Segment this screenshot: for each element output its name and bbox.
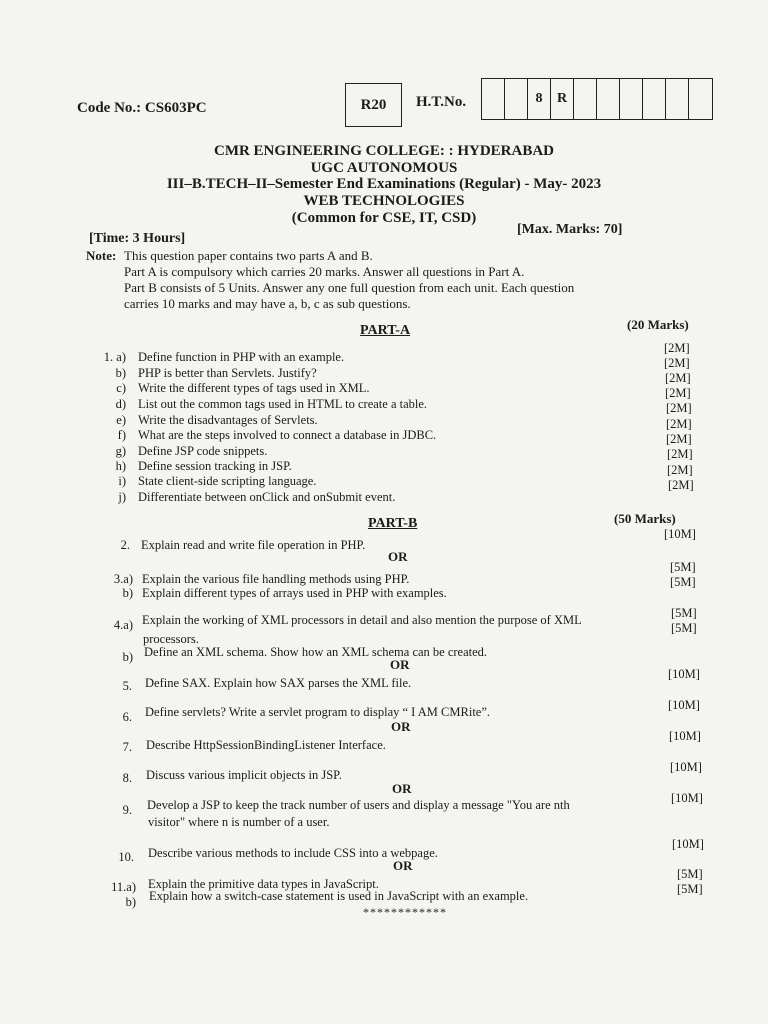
question-marks: [2M] [664,341,690,355]
ht-cell [482,79,505,119]
question-number: 2. [120,538,130,552]
question-text: List out the common tags used in HTML to create a table. [138,397,428,411]
or-divider: OR [390,657,410,672]
part-b-title: PART-B [368,516,418,531]
question-marks: [2M] [667,447,693,461]
question-marks: [10M] [664,527,696,541]
question-text: State client-side scripting language. [138,474,317,488]
code-number: Code No.: CS603PC [77,100,207,116]
ht-cell [666,79,689,119]
question-marks: [10M] [668,698,700,712]
question-text: Explain different types of arrays used in PHP with examples. [142,586,447,600]
question-marks: [10M] [668,667,700,681]
hall-ticket-label: H.T.No. [416,94,467,110]
regulation-box: R20 [345,83,402,127]
question-text: Develop a JSP to keep the track number of users and display a message "You are nth [147,798,570,812]
question-marks: [2M] [667,463,693,477]
ht-cell: R [551,79,574,119]
question-number: 1. a) [103,350,126,364]
question-number: b) [122,586,133,600]
ht-cell [689,79,712,119]
ht-cell [574,79,597,119]
question-marks: [10M] [670,760,702,774]
question-text: Define an XML schema. Show how an XML schema can be created. [144,645,488,659]
question-marks: [2M] [664,356,690,370]
question-text-continued: visitor" where n is number of a user. [148,815,330,829]
or-divider: OR [391,719,411,734]
question-number: 8. [122,771,132,785]
question-marks: [5M] [670,575,696,589]
note-line: carries 10 marks and may have a, b, c as sub questions. [124,296,411,311]
question-marks: [10M] [672,837,704,851]
question-text: Define SAX. Explain how SAX parses the XML file. [145,676,412,690]
question-marks: [10M] [669,729,701,743]
ht-cell [620,79,643,119]
question-number: i) [118,474,126,488]
part-a-marks: (20 Marks) [627,317,689,332]
question-marks: [2M] [666,417,692,431]
or-divider: OR [393,858,413,873]
hall-ticket-boxes [481,78,713,120]
college-name: CMR ENGINEERING COLLEGE: : HYDERABAD [213,143,555,159]
question-text: PHP is better than Servlets. Justify? [138,366,317,380]
question-marks: [2M] [668,478,694,492]
question-text: Differentiate between onClick and onSubmit event. [138,490,396,504]
question-number: f) [117,428,126,442]
question-text: Explain the various file handling methods using PHP. [142,572,410,586]
question-marks: [2M] [666,401,692,415]
question-number: b) [122,650,133,664]
question-text: Define session tracking in JSP. [138,459,292,473]
question-text: Explain the working of XML processors in detail and also mention the purpose of XML [142,613,582,627]
question-number: c) [116,381,126,395]
question-text-continued: processors. [143,632,199,646]
question-text: Explain how a switch-case statement is used in JavaScript with an example. [149,889,529,903]
question-marks: [2M] [665,386,691,400]
question-text: Write the different types of tags used in XML. [138,381,370,395]
question-text: Explain the primitive data types in JavaScript. [148,877,379,891]
question-number: h) [115,459,126,473]
question-text: Define JSP code snippets. [138,444,268,458]
question-text: Define function in PHP with an example. [138,350,345,364]
question-marks: [5M] [670,560,696,574]
exam-title: III–B.TECH–II–Semester End Examinations (Regular) - May- 2023 [166,176,602,192]
question-number: 6. [122,710,132,724]
ht-cell: 8 [528,79,551,119]
ht-cell [505,79,528,119]
question-marks: [5M] [671,621,697,635]
question-text: What are the steps involved to connect a database in JDBC. [138,428,437,442]
common-branches: (Common for CSE, IT, CSD) [291,210,477,226]
question-text: Describe various methods to include CSS into a webpage. [148,846,438,860]
question-number: b) [115,366,126,380]
question-number: 4.a) [113,618,133,632]
question-marks: [5M] [677,867,703,881]
part-a-title: PART-A [360,323,411,338]
question-marks: [2M] [665,371,691,385]
note-line: Part A is compulsory which carries 20 marks. Answer all questions in Part A. [124,264,525,279]
question-marks: [2M] [666,432,692,446]
question-marks: [10M] [671,791,703,805]
question-number: 11.a) [111,880,136,894]
question-text: Explain read and write file operation in PHP. [141,538,366,552]
question-text: Describe HttpSessionBindingListener Interface. [146,738,386,752]
or-divider: OR [388,549,408,564]
note-line: This question paper contains two parts A and B. [124,248,373,263]
question-number: 3.a) [113,572,133,586]
question-number: j) [118,490,126,504]
question-number: 5. [122,679,132,693]
question-number: 7. [122,740,132,754]
ht-cell [643,79,666,119]
question-number: 10. [118,850,134,864]
question-number: b) [125,895,136,909]
question-text: Define servlets? Write a servlet program to display “ I AM CMRite”. [145,705,491,719]
question-marks: [5M] [671,606,697,620]
question-number: 9. [122,803,132,817]
question-number: e) [116,413,126,427]
note-label: Note: [86,248,117,263]
note-line: Part B consists of 5 Units. Answer any one full question from each unit. Each question [124,280,575,295]
question-marks: [5M] [677,882,703,896]
part-b-marks: (50 Marks) [614,511,676,526]
end-marker: ************ [363,905,447,919]
question-number: g) [115,444,126,458]
question-text: Discuss various implicit objects in JSP. [146,768,342,782]
autonomous-label: UGC AUTONOMOUS [310,160,458,176]
time-label: [Time: 3 Hours] [89,231,186,246]
subject-title: WEB TECHNOLOGIES [303,193,465,209]
ht-cell [597,79,620,119]
question-text: Write the disadvantages of Servlets. [138,413,318,427]
or-divider: OR [392,781,412,796]
max-marks-label: [Max. Marks: 70] [517,222,623,237]
question-number: d) [115,397,126,411]
